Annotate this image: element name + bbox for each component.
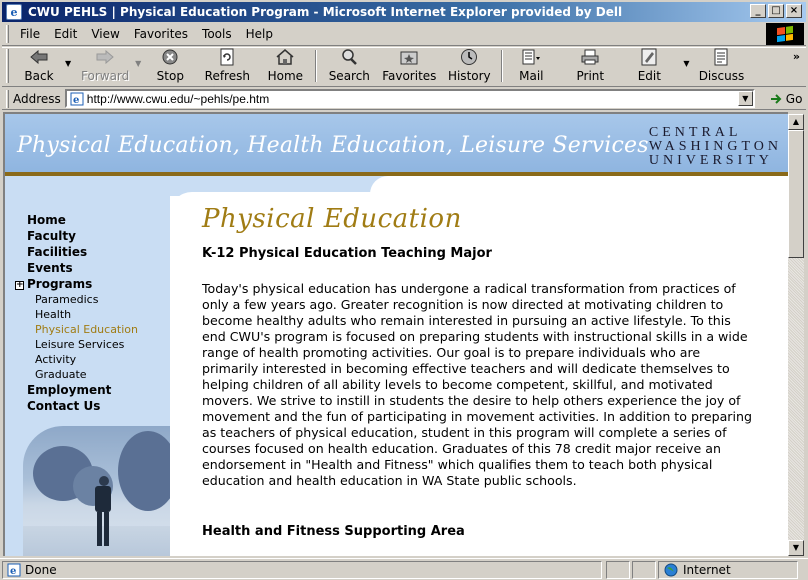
- expand-plus-icon[interactable]: +: [16, 280, 24, 290]
- stop-button[interactable]: [145, 48, 195, 86]
- address-label: Address: [13, 91, 61, 106]
- discuss-button[interactable]: [693, 48, 749, 86]
- mail-icon: [520, 48, 542, 66]
- svg-text:e: e: [10, 565, 17, 577]
- photo-person-body: [95, 486, 111, 512]
- home-button[interactable]: [259, 48, 311, 86]
- golfer-photo: [23, 426, 170, 556]
- favorites-icon: [398, 48, 420, 66]
- stop-label: Stop: [156, 69, 184, 83]
- mail-button[interactable]: [507, 48, 555, 86]
- nav-sub-physical-education[interactable]: Physical Education: [35, 323, 139, 336]
- history-label: History: [447, 69, 491, 83]
- address-dropdown-icon[interactable]: ▼: [738, 91, 753, 106]
- menu-tools[interactable]: Tools: [202, 26, 232, 41]
- title-bar: [0, 0, 808, 22]
- menu-grip[interactable]: [6, 25, 9, 43]
- print-label: Print: [576, 69, 605, 83]
- edit-icon: [638, 48, 660, 66]
- window-controls: [748, 4, 802, 18]
- banner-title: Physical Education, Health Education, Leisure Services: [17, 133, 649, 158]
- vertical-scrollbar[interactable]: [788, 114, 804, 556]
- toolbar-separator: [315, 50, 317, 82]
- section-heading-2: Health and Fitness Supporting Area: [202, 524, 465, 539]
- forward-button[interactable]: [75, 48, 135, 86]
- nav-sub-graduate[interactable]: Graduate: [35, 368, 87, 381]
- page-icon: [70, 92, 84, 106]
- nav-events[interactable]: Events: [27, 261, 73, 275]
- maximize-button[interactable]: □: [768, 4, 784, 18]
- svg-text:e: e: [72, 94, 80, 106]
- search-label: Search: [328, 69, 370, 83]
- edit-dropdown-icon[interactable]: ▼: [683, 59, 690, 68]
- internet-globe-icon: [664, 563, 678, 577]
- body-paragraph: Today's physical education has undergone a radical transformation from practices of only a few years ago. Greater recognition is now directed at motivating children to become healthy adults who remain interested in pursuing an active lifestyle. To this end CWU's program is focused on preparing students with instructional skills in a wide range of health promoting activities. Our goal is to prepare individuals who are primarily interested in becoming effective teachers and will dedicate themselves to helping children of all ability levels to become competent, skillful, and motivated movers. We strive to instill in students the desire to help others experience the joy of movement and the fun of participating in movement activities. In addition to preparing as teachers of physical education, student in this program will complete a series of courses focused on health education. Graduates of this 78 credit major receive an endorsement in "Health and Fitness" which qualifies them to teach both physical education and health education in WA State public schools.: [202, 281, 752, 488]
- standard-toolbar: [2, 47, 806, 87]
- go-button[interactable]: [769, 92, 803, 106]
- nav-faculty[interactable]: Faculty: [27, 229, 76, 243]
- home-label: Home: [267, 69, 304, 83]
- menu-file[interactable]: File: [20, 26, 41, 41]
- toolbar-overflow-icon[interactable]: »: [792, 50, 800, 63]
- edit-label: Edit: [637, 69, 661, 83]
- refresh-label: Refresh: [204, 69, 250, 83]
- refresh-button[interactable]: [195, 48, 259, 86]
- nav-programs-label: Programs: [27, 277, 93, 291]
- nav-sub-activity[interactable]: Activity: [35, 353, 77, 366]
- mail-label: Mail: [519, 69, 544, 83]
- scroll-up-icon[interactable]: ▲: [788, 114, 804, 130]
- discuss-label: Discuss: [698, 69, 745, 83]
- nav-sub-health[interactable]: Health: [35, 308, 72, 321]
- nav-programs[interactable]: [16, 276, 167, 292]
- refresh-icon: [216, 48, 238, 66]
- forward-dropdown-icon[interactable]: ▼: [135, 59, 142, 68]
- search-icon: [338, 48, 360, 66]
- menu-bar: [2, 22, 806, 46]
- status-page-icon: [7, 563, 21, 577]
- menu-favorites[interactable]: Favorites: [133, 26, 189, 41]
- status-bar: [0, 558, 808, 580]
- logo-line-2: WASHINGTON: [648, 139, 782, 154]
- favorites-button[interactable]: [377, 48, 441, 86]
- address-bar: [2, 88, 806, 110]
- go-arrow-icon: [769, 93, 783, 105]
- window-title: CWU PEHLS | Physical Education Program - Microsoft Internet Explorer provided by Dell: [28, 5, 623, 19]
- nav-home[interactable]: Home: [27, 213, 66, 227]
- nav-contact[interactable]: Contact Us: [27, 399, 101, 413]
- windows-flag-icon: [777, 26, 793, 42]
- sidebar-nav: [16, 212, 167, 414]
- scroll-down-icon[interactable]: ▼: [788, 540, 804, 556]
- status-zone: Internet: [683, 562, 731, 577]
- address-grip[interactable]: [6, 90, 9, 108]
- windows-logo: [766, 23, 804, 45]
- photo-tree-right: [118, 431, 170, 511]
- print-button[interactable]: [555, 48, 625, 86]
- go-label: Go: [785, 91, 803, 106]
- photo-person-head: [99, 476, 109, 486]
- menu-view[interactable]: View: [91, 26, 120, 41]
- nav-employment[interactable]: Employment: [27, 383, 112, 397]
- nav-sub-leisure-services[interactable]: Leisure Services: [35, 338, 125, 351]
- scroll-thumb[interactable]: [788, 130, 804, 258]
- status-text: Done: [25, 562, 57, 577]
- status-pane-3: [632, 561, 656, 579]
- forward-label: Forward: [81, 69, 130, 83]
- nav-facilities[interactable]: Facilities: [27, 245, 88, 259]
- logo-line-3: UNIVERSITY: [648, 153, 773, 168]
- address-input[interactable]: [87, 92, 727, 106]
- address-field[interactable]: [65, 89, 755, 108]
- print-icon: [579, 48, 601, 66]
- edit-button[interactable]: [625, 48, 673, 86]
- back-arrow-icon: [28, 48, 50, 66]
- photo-person-legs: [97, 512, 109, 546]
- section-heading: K-12 Physical Education Teaching Major: [202, 246, 492, 261]
- status-pane-2: [606, 561, 630, 579]
- logo-line-1: CENTRAL: [648, 125, 742, 140]
- nav-sub-paramedics[interactable]: Paramedics: [35, 293, 99, 306]
- menu-help[interactable]: Help: [245, 26, 273, 41]
- history-button[interactable]: [441, 48, 497, 86]
- site-banner: [5, 114, 788, 172]
- home-icon: [274, 48, 296, 66]
- ie-icon: e: [6, 4, 22, 20]
- page-heading: Physical Education: [202, 204, 462, 234]
- discuss-icon: [710, 48, 732, 66]
- favorites-label: Favorites: [382, 69, 437, 83]
- minimize-button[interactable]: _: [750, 4, 766, 18]
- toolbar-grip[interactable]: [6, 49, 9, 83]
- forward-arrow-icon: [94, 48, 116, 66]
- status-text-pane: [2, 561, 602, 579]
- search-button[interactable]: [321, 48, 377, 86]
- back-label: Back: [24, 69, 54, 83]
- toolbar-separator-2: [501, 50, 503, 82]
- back-dropdown-icon[interactable]: ▼: [65, 59, 72, 68]
- status-zone-pane: [658, 561, 798, 579]
- back-button[interactable]: [13, 48, 65, 86]
- page-viewport: [3, 112, 788, 556]
- stop-icon: [159, 48, 181, 66]
- history-icon: [458, 48, 480, 66]
- cwu-logo[interactable]: [649, 126, 782, 168]
- menu-edit[interactable]: Edit: [54, 26, 78, 41]
- close-button[interactable]: ×: [786, 4, 802, 18]
